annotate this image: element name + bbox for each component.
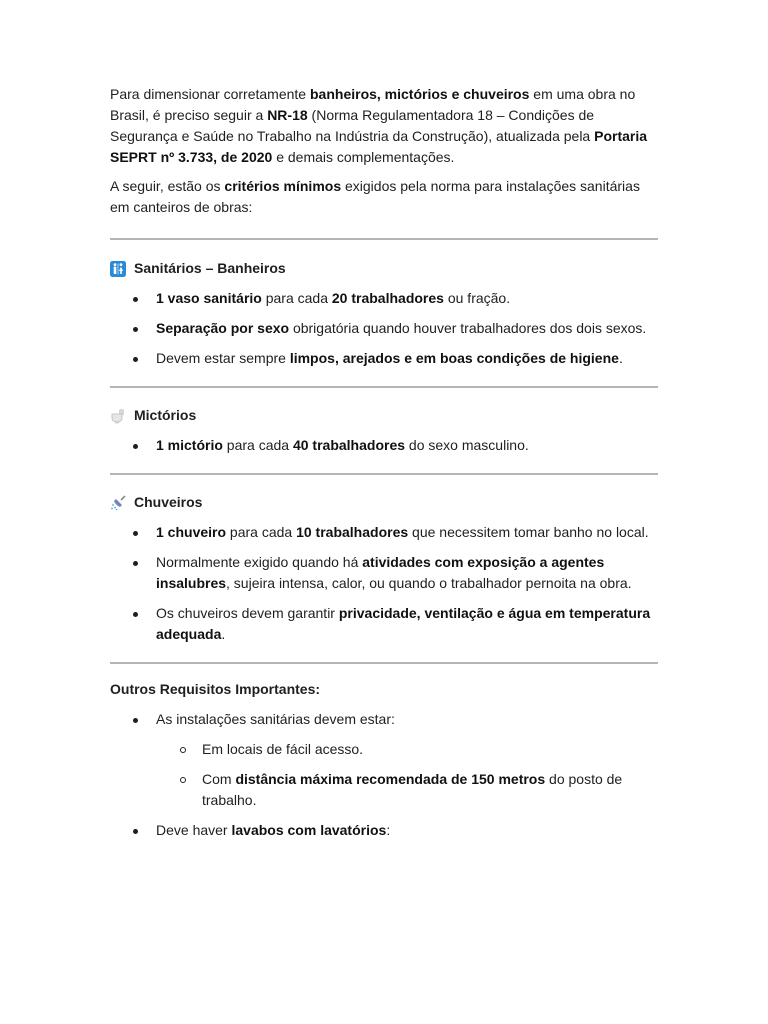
sanitarios-list — [110, 288, 658, 369]
section-divider — [110, 473, 658, 475]
intro-paragraph-2: A seguir, estão os critérios mínimos exigidos pela norma para instalações sanitárias em canteiros de obras: — [110, 178, 640, 215]
shower-icon — [110, 495, 126, 511]
list-item: Os chuveiros devem garantir privacidade, ventilação e água em temperatura adequada. — [110, 603, 658, 645]
urinal-icon — [110, 408, 126, 424]
outros-list — [110, 709, 658, 730]
list-item: 1 mictório para cada 40 trabalhadores do sexo masculino. — [110, 435, 658, 456]
section-divider — [110, 662, 658, 664]
section-divider — [110, 386, 658, 388]
list-item: Devem estar sempre limpos, arejados e em boas condições de higiene. — [110, 348, 658, 369]
section-divider — [110, 238, 658, 240]
section-heading-sanitarios: Sanitários – Banheiros — [110, 258, 658, 279]
sub-list-item: Com distância máxima recomendada de 150 metros do posto de trabalho. — [110, 769, 658, 811]
sub-list-item: Em locais de fácil acesso. — [110, 739, 658, 760]
outros-list-2 — [110, 820, 658, 841]
list-item: As instalações sanitárias devem estar: — [110, 709, 658, 730]
outros-sublist — [110, 739, 658, 811]
mictorios-list — [110, 435, 658, 456]
restroom-icon — [110, 261, 126, 277]
chuveiros-list — [110, 522, 658, 645]
list-item: Normalmente exigido quando há atividades com exposição a agentes insalubres, sujeira intensa, calor, ou quando o trabalhador pernoita na obra. — [110, 552, 658, 594]
list-item: 1 vaso sanitário para cada 20 trabalhadores ou fração. — [110, 288, 658, 309]
section-heading-outros: Outros Requisitos Importantes: — [110, 681, 321, 697]
list-item: Separação por sexo obrigatória quando houver trabalhadores dos dois sexos. — [110, 318, 658, 339]
document-content — [110, 84, 658, 850]
list-item: Deve haver lavabos com lavatórios: — [110, 820, 658, 841]
section-heading-chuveiros: Chuveiros — [110, 492, 658, 513]
section-heading-mictorios: Mictórios — [110, 405, 658, 426]
list-item: 1 chuveiro para cada 10 trabalhadores que necessitem tomar banho no local. — [110, 522, 658, 543]
intro-paragraph-1: Para dimensionar corretamente banheiros, mictórios e chuveiros em uma obra no Brasil, é preciso seguir a NR-18 (Norma Regulamentadora 18 – Condições de Segurança e Saúde no Trabalho na Indústria da Construção), atualizada pela Portaria SEPRT nº 3.733, de 2020 e demais complementações. — [110, 86, 648, 165]
